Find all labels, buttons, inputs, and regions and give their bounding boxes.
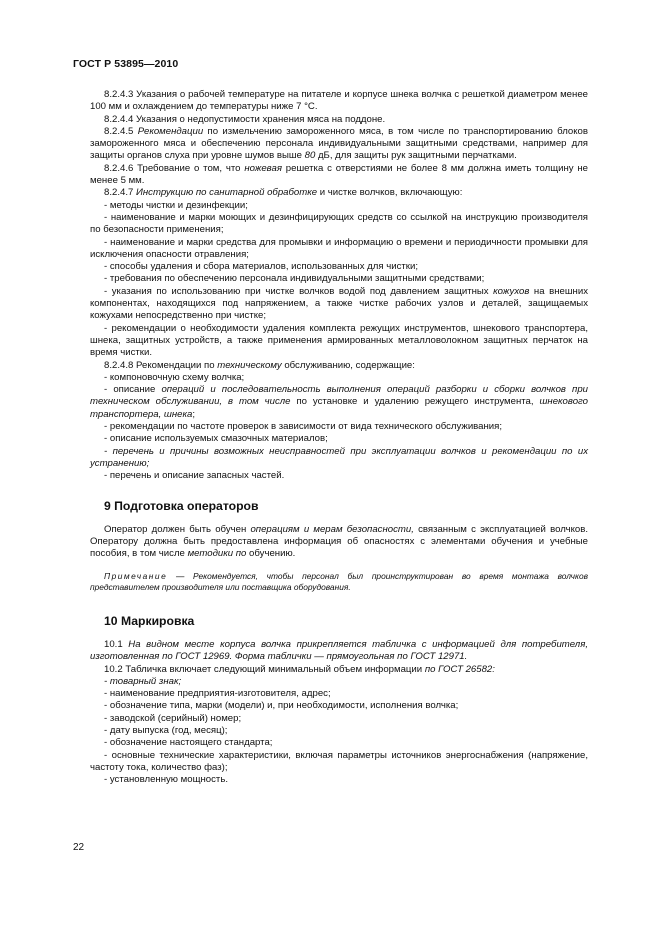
list-item: - рекомендации о необходимости удаления комплекта режущих инструментов, шнекового транспортера, шнека, защитных устройств, а также применения армированных металловолокном защитных перчаток на время чистки.	[90, 322, 588, 359]
list-item: - методы чистки и дезинфекции;	[104, 199, 248, 211]
list-item: - описание используемых смазочных материалов;	[104, 433, 328, 445]
text: 8.2.4.5	[104, 125, 138, 137]
text-italic: операций и последовательность выполнения операций разборки и сборки волчков при техническом обслуживании, в том числе	[90, 384, 588, 408]
text-italic: операциям и мерам безопасности,	[250, 523, 414, 535]
list-item	[90, 384, 588, 421]
list-item: - заводской (серийный) номер;	[104, 712, 242, 724]
text: по измельчению замороженного мяса, в том числе по транспортированию блоков замороженного мяса и обеспечению персонала индивидуальными защитными средствами, например для защиты органов слуха при уровне шумов выше	[90, 125, 588, 162]
note-lead: Примечание	[104, 570, 168, 581]
list-item	[90, 286, 588, 323]
section-9-paragraph	[90, 524, 588, 561]
list-item: - наименование и марки средства для промывки и информацию о времени и периодичности промывки для исключения опасности отравления;	[90, 236, 588, 260]
text: обслуживанию, содержащие:	[281, 359, 415, 371]
text-italic: Инструкцию по санитарной обработке	[136, 187, 318, 199]
text: решетка с отверстиями не более 8 мм должна иметь толщину не менее 5 мм.	[90, 162, 588, 187]
text-italic: ножевая	[244, 162, 282, 174]
paragraph-101	[90, 639, 588, 664]
section-9-heading: 9 Подготовка операторов	[104, 498, 259, 513]
page-number: 22	[73, 842, 85, 853]
text: обучению.	[246, 548, 296, 560]
text-italic: На видном месте корпуса волчка прикрепляется табличка с информацией для потребителя, изготовленная по ГОСТ 12969. Форма таблички — прямоугольная по ГОСТ 12971.	[90, 638, 589, 663]
list-item: - установленную мощность.	[104, 774, 228, 786]
text: - описание	[104, 384, 162, 396]
text-italic: кожухов	[493, 285, 530, 297]
paragraph-8245	[90, 126, 588, 163]
list-item: - дату выпуска (год, месяц);	[104, 725, 228, 737]
list-item: - компоновочную схему волчка;	[104, 371, 245, 383]
text-italic: по ГОСТ 26582:	[424, 663, 495, 675]
text: 10.1	[104, 638, 129, 650]
list-item: - рекомендации по частоте проверок в зависимости от вида технического обслуживания;	[104, 421, 503, 433]
text: - указания по использованию при чистке волчков водой под давлением защитных	[104, 285, 494, 297]
paragraph-8247	[90, 187, 588, 199]
text: на внешних компонентах, находящихся под напряжением, а также чистке рабочих узлов и деталей, защищаемых кожухами непосредственно при чистке;	[90, 285, 588, 322]
paragraph-8244: 8.2.4.4 Указания о недопустимости хранения мяса на поддоне.	[104, 113, 386, 125]
text: ;	[192, 408, 196, 420]
list-item	[90, 676, 588, 688]
paragraph-8246	[90, 163, 588, 188]
text: 10.2 Табличка включает следующий минимальный объем информации	[104, 663, 425, 675]
section-10-heading: 10 Маркировка	[104, 613, 195, 628]
text-italic: шнекового транспортера, шнека	[90, 396, 588, 420]
list-item	[90, 446, 588, 471]
list-item: - обозначение настоящего стандарта;	[104, 737, 273, 749]
section-9-note	[90, 571, 588, 593]
text: 8.2.4.8 Рекомендации по	[104, 359, 218, 371]
text-italic: Рекомендации	[137, 125, 204, 137]
list-item: - основные технические характеристики, включая параметры источников энергоснабжения (напряжение, частоту тока, количество фаз);	[90, 749, 588, 773]
text-italic: методики по	[187, 548, 247, 560]
note-text: — Рекомендуется, чтобы персонал был проинструктирован во время монтажа волчков представителем производителя или поставщика оборудования.	[90, 570, 588, 592]
list-item: - наименование и марки моющих и дезинфицирующих средств со ссылкой на инструкцию производителя по безопасности применения;	[90, 211, 588, 236]
text-italic: - перечень и причины возможных неисправностей при эксплуатации волчков и рекомендации по их устранению;	[90, 445, 588, 469]
text: 8.2.4.6 Требование о том, что	[104, 162, 245, 174]
text-italic: - товарный знак;	[104, 675, 182, 687]
text: Оператор должен быть обучен	[104, 523, 251, 535]
list-item: - наименование предприятия-изготовителя, адрес;	[104, 688, 331, 700]
text-italic: 80	[304, 150, 316, 162]
list-item: - перечень и описание запасных частей.	[104, 470, 285, 482]
page-body	[90, 89, 588, 787]
paragraph-8243: 8.2.4.3 Указания о рабочей температуре на питателе и корпусе шнека волчка с решеткой диаметром менее 100 мм и охлаждением до температуры ниже 7 °С.	[90, 89, 588, 113]
text: 8.2.4.7	[104, 187, 137, 199]
list-item: - обозначение типа, марки (модели) и, при необходимости, исполнения волчка;	[104, 700, 459, 712]
list-item: - способы удаления и сбора материалов, использованных для чистки;	[104, 261, 418, 273]
text: связанным с эксплуатацией волчков. Оператору должна быть предоставлена информация об опасностях с элементами обучения и учебные пособия, в том числе	[90, 523, 588, 560]
text: по установке и удалению режущего инструмента,	[290, 396, 540, 408]
paragraph-102	[90, 664, 588, 676]
text: дБ, для защиты рук защитными перчатками.	[315, 150, 517, 162]
paragraph-8248	[90, 360, 588, 372]
list-item: - требования по обеспечению персонала индивидуальными защитными средствами;	[104, 273, 485, 285]
text-italic: техническому	[217, 359, 282, 371]
text: и чистке волчков, включающую:	[317, 187, 463, 199]
page-header: ГОСТ Р 53895—2010	[73, 58, 179, 70]
